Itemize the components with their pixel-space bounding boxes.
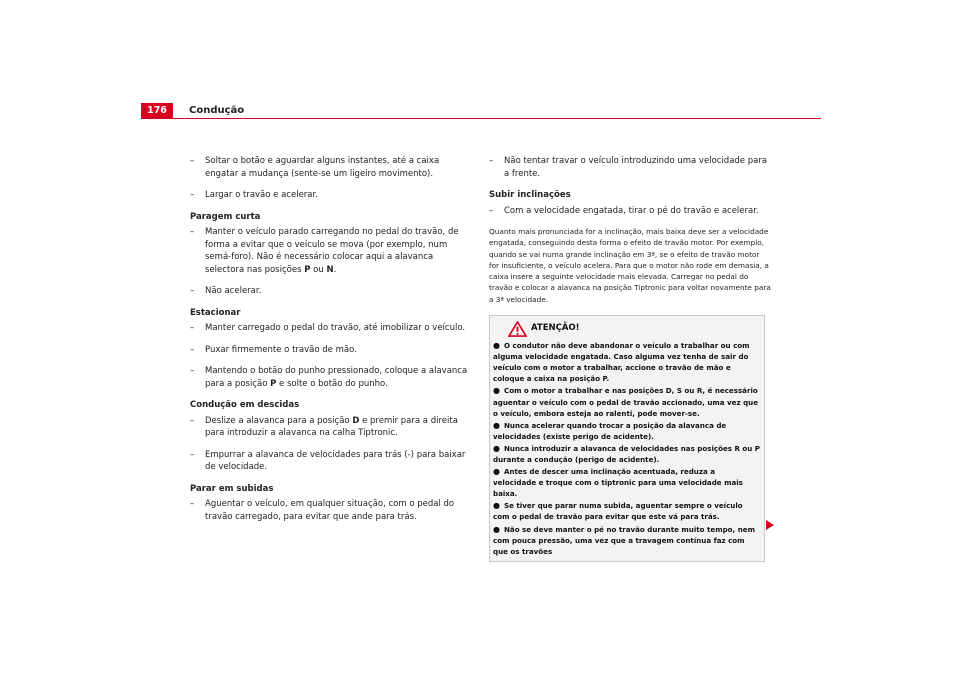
- warning-item: [493, 340, 760, 384]
- bullet: ●: [493, 467, 500, 477]
- dash: –: [190, 415, 195, 426]
- dash: –: [489, 205, 494, 216]
- heading-estacionar: Estacionar: [190, 307, 241, 318]
- heading-paragem-curta: Paragem curta: [190, 211, 261, 222]
- step-text: Com a velocidade engatada, tirar o pé do travão e acelerar.: [504, 205, 759, 216]
- dash: –: [190, 286, 195, 296]
- page-number: 176: [141, 103, 173, 119]
- step-item: [489, 155, 771, 180]
- key-p: P: [270, 378, 277, 389]
- step-item: [190, 322, 472, 335]
- step-item: [190, 449, 472, 474]
- warning-item: [493, 420, 760, 442]
- step-item: [190, 285, 472, 298]
- step-text: Puxar firmemente o travão de mão.: [205, 344, 357, 355]
- page-header: [141, 103, 821, 119]
- step-text: Aguentar o veículo, em qualquer situação, com o pedal do travão carregado, para evitar que ande para trás.: [205, 499, 455, 522]
- step-text: Empurrar a alavanca de velocidades para trás (-) para baixar de velocidade.: [205, 449, 466, 472]
- dash: –: [190, 323, 195, 333]
- note-text: Quanto mais pronunciada for a inclinação, mais baixa deve ser a velocidade engatada, conseguindo desta forma o efeito de travão motor. Por exemplo, quando se vai numa grande inclinação em 3ª, se o efeito de travão motor for insuficiente, o veículo acelera. Para que o motor não rode em demasia, a caixa insere a seguinte velocidade mais elevada. Carregar no pedal do travão e colocar a alavanca na posição Tiptronic para voltar novamente para a 3ª velocidade.: [489, 227, 771, 304]
- key-p: P: [304, 264, 311, 275]
- dash: –: [190, 156, 195, 166]
- heading-subir: Subir inclinações: [489, 190, 571, 200]
- key-n: N: [326, 264, 334, 275]
- dash: –: [190, 449, 195, 460]
- bullet: ●: [493, 420, 500, 430]
- step-item: [489, 205, 771, 218]
- step-text: Deslize a alavanca para a posição: [205, 415, 353, 426]
- step-text: Não tentar travar o veículo introduzindo uma velocidade para a frente.: [504, 156, 768, 179]
- step-text: Largar o travão e acelerar.: [205, 190, 318, 200]
- bullet: ●: [493, 524, 500, 534]
- step-item: [190, 498, 472, 523]
- warning-title: ATENÇÃO!: [531, 323, 580, 334]
- step-item: [190, 155, 472, 180]
- step-item: [190, 189, 472, 202]
- dash: –: [190, 499, 195, 509]
- warning-item: [493, 466, 760, 499]
- dash: –: [190, 366, 195, 376]
- warning-text: Com o motor a trabalhar e nas posições D, S ou R, é necessário aguentar o veículo com o pedal de travão accionado, uma vez que o veículo, embora esteja ao ralenti, pode mover-se.: [493, 386, 759, 418]
- warning-text: Antes de descer uma inclinação acentuada, reduza a velocidade e troque com o tiptronic para uma velocidade mais baixa.: [493, 467, 743, 499]
- dash: –: [190, 344, 195, 355]
- warning-item: [493, 500, 760, 522]
- bullet: ●: [493, 341, 500, 351]
- step-text: .: [333, 264, 337, 275]
- warning-item: [493, 524, 760, 557]
- step-text: Mantendo o botão do punho pressionado, coloque a alavanca para a posição: [205, 366, 468, 389]
- right-column: [489, 155, 771, 562]
- dash: –: [489, 156, 494, 166]
- warning-text: Nunca introduzir a alavanca de velocidades nas posições R ou P durante a condução (perigo de acidente).: [493, 443, 760, 465]
- step-text: Manter carregado o pedal do travão, até imobilizar o veículo.: [205, 323, 466, 333]
- section-title: Condução: [189, 105, 245, 116]
- step-item: [190, 226, 472, 276]
- dash: –: [190, 190, 195, 200]
- step-text: e solte o botão do punho.: [276, 378, 388, 389]
- warning-text: Se tiver que parar numa subida, aguentar sempre o veículo com o pedal de travão para evitar que este vá para trás.: [493, 501, 743, 522]
- bullet: ●: [493, 386, 500, 396]
- warning-box: [489, 315, 765, 562]
- warning-text: Nunca acelerar quando trocar a posição da alavanca de velocidades (existe perigo de acidente).: [493, 420, 727, 441]
- step-text: ou: [310, 264, 327, 275]
- left-column: [190, 155, 472, 532]
- heading-descidas: Condução em descidas: [190, 400, 300, 410]
- heading-subidas: Parar em subidas: [190, 483, 274, 494]
- step-text: e premir para a direita para introduzir a alavanca na calha Tiptronic.: [205, 415, 458, 438]
- warning-header: [493, 320, 760, 337]
- warning-item: [493, 385, 760, 418]
- step-text: Soltar o botão e aguardar alguns instantes, até a caixa engatar a mudança (sente-se um ligeiro movimento).: [205, 156, 440, 179]
- step-item: [190, 365, 472, 390]
- warning-item: [493, 443, 760, 465]
- bullet: ●: [493, 443, 500, 453]
- step-item: [190, 344, 472, 357]
- warning-triangle-icon: [508, 321, 527, 337]
- key-d: D: [352, 415, 360, 426]
- header-rule: [141, 118, 821, 119]
- continue-arrow-icon: [766, 520, 774, 530]
- dash: –: [190, 227, 195, 237]
- warning-text: O condutor não deve abandonar o veículo a trabalhar ou com alguma velocidade engatada. Caso alguma vez tenha de sair do veículo com o motor a trabalhar, accione o travão de mão e coloque a caixa na posição P.: [493, 341, 750, 384]
- step-text: Não acelerar.: [205, 286, 262, 296]
- step-text: Manter o veículo parado carregando no pedal do travão, de forma a evitar que o veículo se mova (por exemplo, num semá-foro). Não é necessário colocar aqui a alavanca selectora nas posições: [205, 227, 459, 275]
- warning-text: Não se deve manter o pé no travão durante muito tempo, nem com pouca pressão, uma vez que a travagem contínua faz com que os travões: [493, 524, 755, 556]
- bullet: ●: [493, 501, 500, 511]
- step-item: [190, 415, 472, 440]
